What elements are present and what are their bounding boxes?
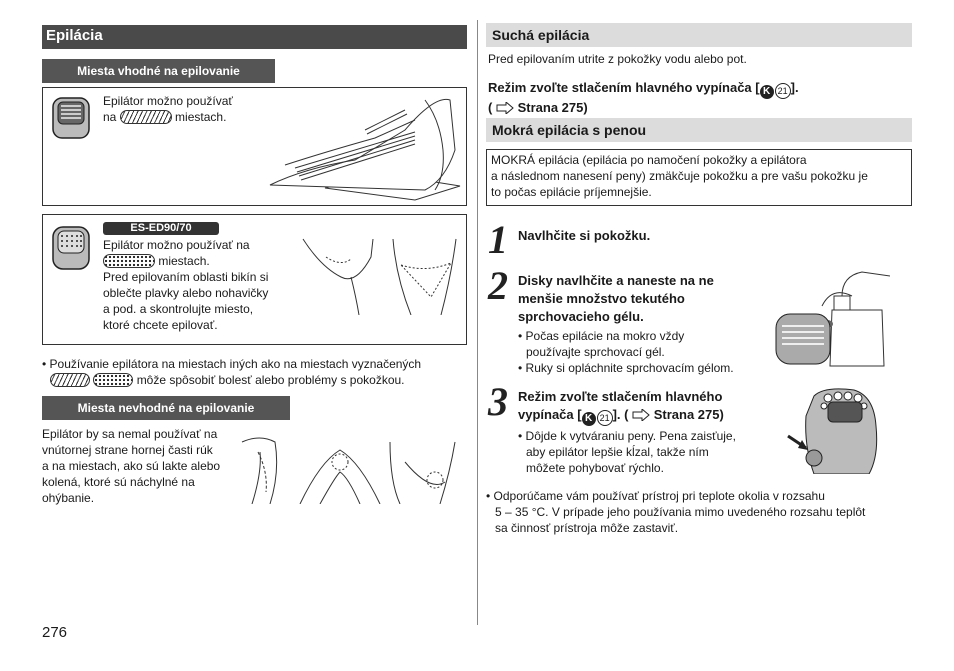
box1-line1: Epilátor možno používať: [103, 94, 233, 108]
step-1-number: 1: [488, 217, 508, 262]
reference-number: 21: [597, 410, 613, 426]
step-2-title-line3: sprchovacieho gélu.: [518, 309, 644, 324]
box2-line6: ktoré chcete epilovať.: [103, 318, 218, 332]
unsuitable-areas-text: [42, 426, 252, 506]
k-badge-icon: K: [760, 85, 774, 99]
unsuitable-line4: kolená, ktoré sú náchylné na: [42, 475, 195, 489]
unsuitable-line1: Epilátor by sa nemal používať na: [42, 427, 218, 441]
reference-number: 21: [775, 83, 791, 99]
page-number: 276: [42, 624, 68, 641]
step-2-title-line2: menšie množstvo tekutého: [518, 291, 685, 306]
wet-epilation-header-text: Mokrá epilácia s penou: [492, 122, 647, 138]
dot-pattern-icon: [93, 373, 133, 387]
unsuitable-line5: ohýbanie.: [42, 491, 95, 505]
unsuitable-areas-header-text: Miesta nevhodné na epilovanie: [77, 401, 255, 415]
model-tag: ES-ED90/70: [103, 222, 219, 235]
temperature-note-line2: 5 – 35 °C. V prípade jeho používania mimo uvedeného rozsahu teplôt: [495, 505, 866, 519]
step-3-title-line1: Režim zvoľte stlačením hlavného: [518, 389, 723, 404]
step-3-title-line2-pre: vypínača [: [518, 407, 582, 422]
step-2-bullet2: • Ruky si opláchnite sprchovacím gélom.: [518, 360, 778, 376]
box1-line2-pre: na: [103, 110, 117, 124]
page-reference-link[interactable]: Strana 275): [653, 407, 724, 422]
step-2-text: [518, 272, 778, 376]
epilator-foam-illustration: [784, 386, 884, 474]
box2-line2: [103, 253, 303, 269]
dot-pattern-icon: [103, 254, 155, 268]
dry-epilation-header-text: Suchá epilácia: [492, 27, 590, 43]
step-3-title-line2-mid: ]. (: [612, 407, 629, 422]
wet-box-line1: MOKRÁ epilácia (epilácia po namočení pokožky a epilátora: [491, 153, 807, 167]
dry-mode-line2-pre: (: [488, 100, 493, 115]
temperature-note: [486, 488, 916, 536]
arm-knee-illustration: [240, 432, 462, 504]
step-2-bullet1-line1: • Počas epilácie na mokro vždy: [518, 328, 778, 344]
dry-mode-line1: [488, 79, 908, 99]
dry-epilation-text: Pred epilovaním utrite z pokožky vodu alebo pot.: [488, 52, 747, 66]
suitable-areas-header-text: Miesta vhodné na epilovanie: [77, 64, 240, 78]
box1-line2-post: miestach.: [175, 110, 227, 124]
wet-box-line3: to počas epilácie príjemnejšie.: [491, 185, 652, 199]
warning-line1: • Používanie epilátora na miestach iných ako na miestach vyznačených: [42, 356, 472, 372]
dry-mode-line1-post: ].: [790, 80, 799, 95]
epilator-head-icon: [49, 92, 93, 144]
dry-mode-line2[interactable]: [488, 99, 908, 116]
step-3-number: 3: [488, 379, 508, 424]
wet-box-line2: a následnom nanesení peny) zmäkčuje pokožku a pre vašu pokožku je: [491, 169, 868, 183]
unsuitable-line2: vnútornej strane hornej časti rúk: [42, 443, 213, 457]
dry-mode-instruction: [488, 79, 908, 116]
temperature-note-line1: • Odporúčame vám používať prístroj pri teplote okolia v rozsahu: [486, 488, 916, 504]
step-1-title: Navlhčite si pokožku.: [518, 228, 651, 243]
box2-line5: a pod. a skontrolujte miesto,: [103, 302, 254, 316]
stripe-pattern-icon: [120, 110, 172, 124]
suitable-areas-box-2: [42, 214, 467, 345]
arrow-right-icon: [496, 102, 514, 114]
step-3-text: [518, 388, 780, 476]
suitable-areas-box-1: [42, 87, 467, 206]
step-3-title-line2: [518, 406, 780, 426]
wet-epilation-box: [486, 149, 912, 206]
wet-epilation-header: [486, 118, 912, 142]
section-title-text: Epilácia: [46, 27, 103, 44]
k-badge-icon: K: [582, 412, 596, 426]
box2-line3: Pred epilovaním oblasti bikín si: [103, 270, 269, 284]
page-reference-link[interactable]: Strana 275): [517, 100, 588, 115]
legs-illustration: [265, 90, 465, 204]
unsuitable-line3: a na miestach, ako sú lakte alebo: [42, 459, 221, 473]
box2-line4: oblečte plavky alebo nohavičky: [103, 286, 269, 300]
suitable-areas-header: [42, 59, 275, 83]
box2-line1: Epilátor možno používať na: [103, 238, 250, 252]
warning-line2: [42, 372, 472, 388]
step-2-bullet1-line2: používajte sprchovací gél.: [526, 345, 665, 359]
unsuitable-areas-header: [42, 396, 290, 420]
step-3-bullet1-line2: aby epilátor lepšie kĺzal, takže ním: [526, 445, 709, 459]
warning-line2-text: môže spôsobiť bolesť alebo problémy s pokožkou.: [136, 373, 405, 387]
temperature-note-line3: sa činnosť prístroja môže zastaviť.: [495, 521, 679, 535]
gel-bottle-illustration: [772, 266, 890, 378]
step-3-bullet1-line3: môžete pohybovať rýchlo.: [526, 461, 664, 475]
stripe-pattern-icon: [50, 373, 90, 387]
step-2-number: 2: [488, 263, 508, 308]
box2-line2-post: miestach.: [158, 254, 210, 268]
usage-warning-note: [42, 356, 472, 388]
dry-mode-line1-pre: Režim zvoľte stlačením hlavného vypínača [: [488, 80, 760, 95]
arrow-right-icon: [632, 409, 650, 421]
underarm-bikini-illustration: [301, 237, 463, 315]
step-2-title-line1: Disky navlhčite a naneste na ne: [518, 273, 714, 288]
shaver-head-icon: [49, 221, 93, 273]
column-divider: [477, 20, 478, 625]
step-3-bullet1-line1: • Dôjde k vytváraniu peny. Pena zaisťuje,: [518, 428, 780, 444]
dry-epilation-header: [486, 23, 912, 47]
section-title-epilation: [42, 25, 467, 49]
